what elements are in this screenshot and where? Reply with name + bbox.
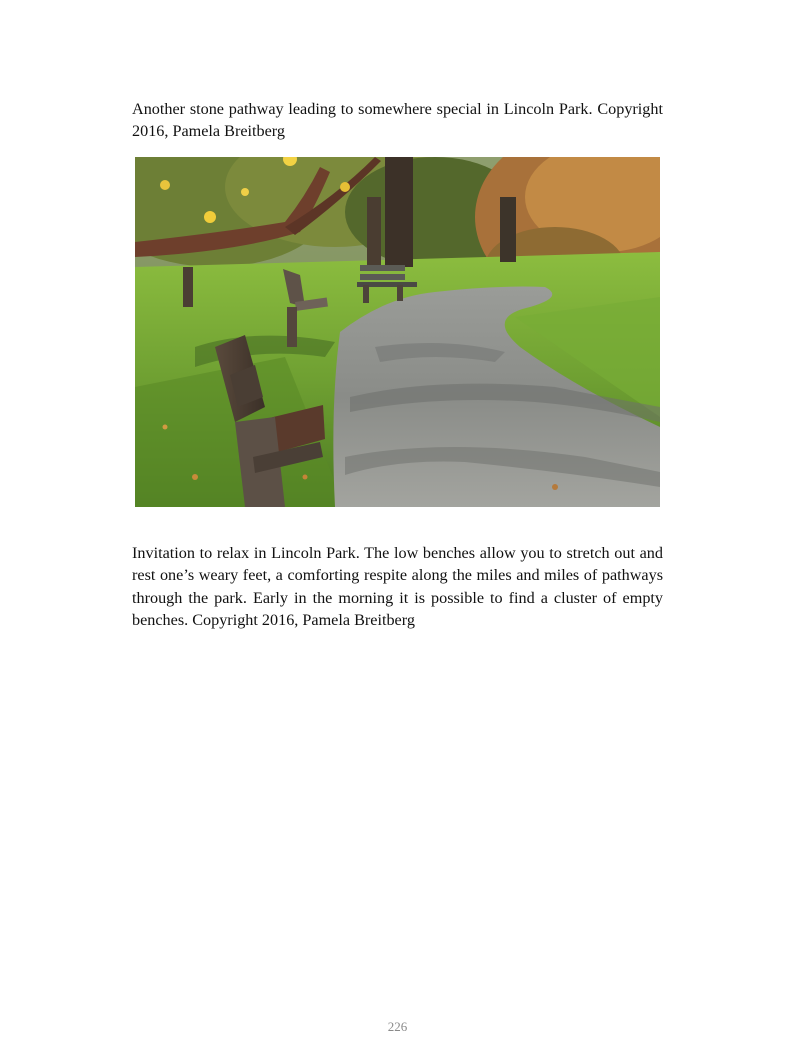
page-number: 226 — [387, 1019, 408, 1034]
park-benches-photo — [135, 157, 660, 507]
photo-caption-relax-benches: Invitation to relax in Lincoln Park. The low benches allow you to stretch out and rest one’s weary feet, a comforting respite along the miles and miles of pathways through the park. Early in the morning it is possible to find a cluster of empty benches. Copyright 2016, Pamela Breitberg — [132, 544, 663, 629]
photo-caption-stone-pathway: Another stone pathway leading to somewhere special in Lincoln Park. Copyright 2016, Pamela Breitberg — [132, 100, 663, 141]
